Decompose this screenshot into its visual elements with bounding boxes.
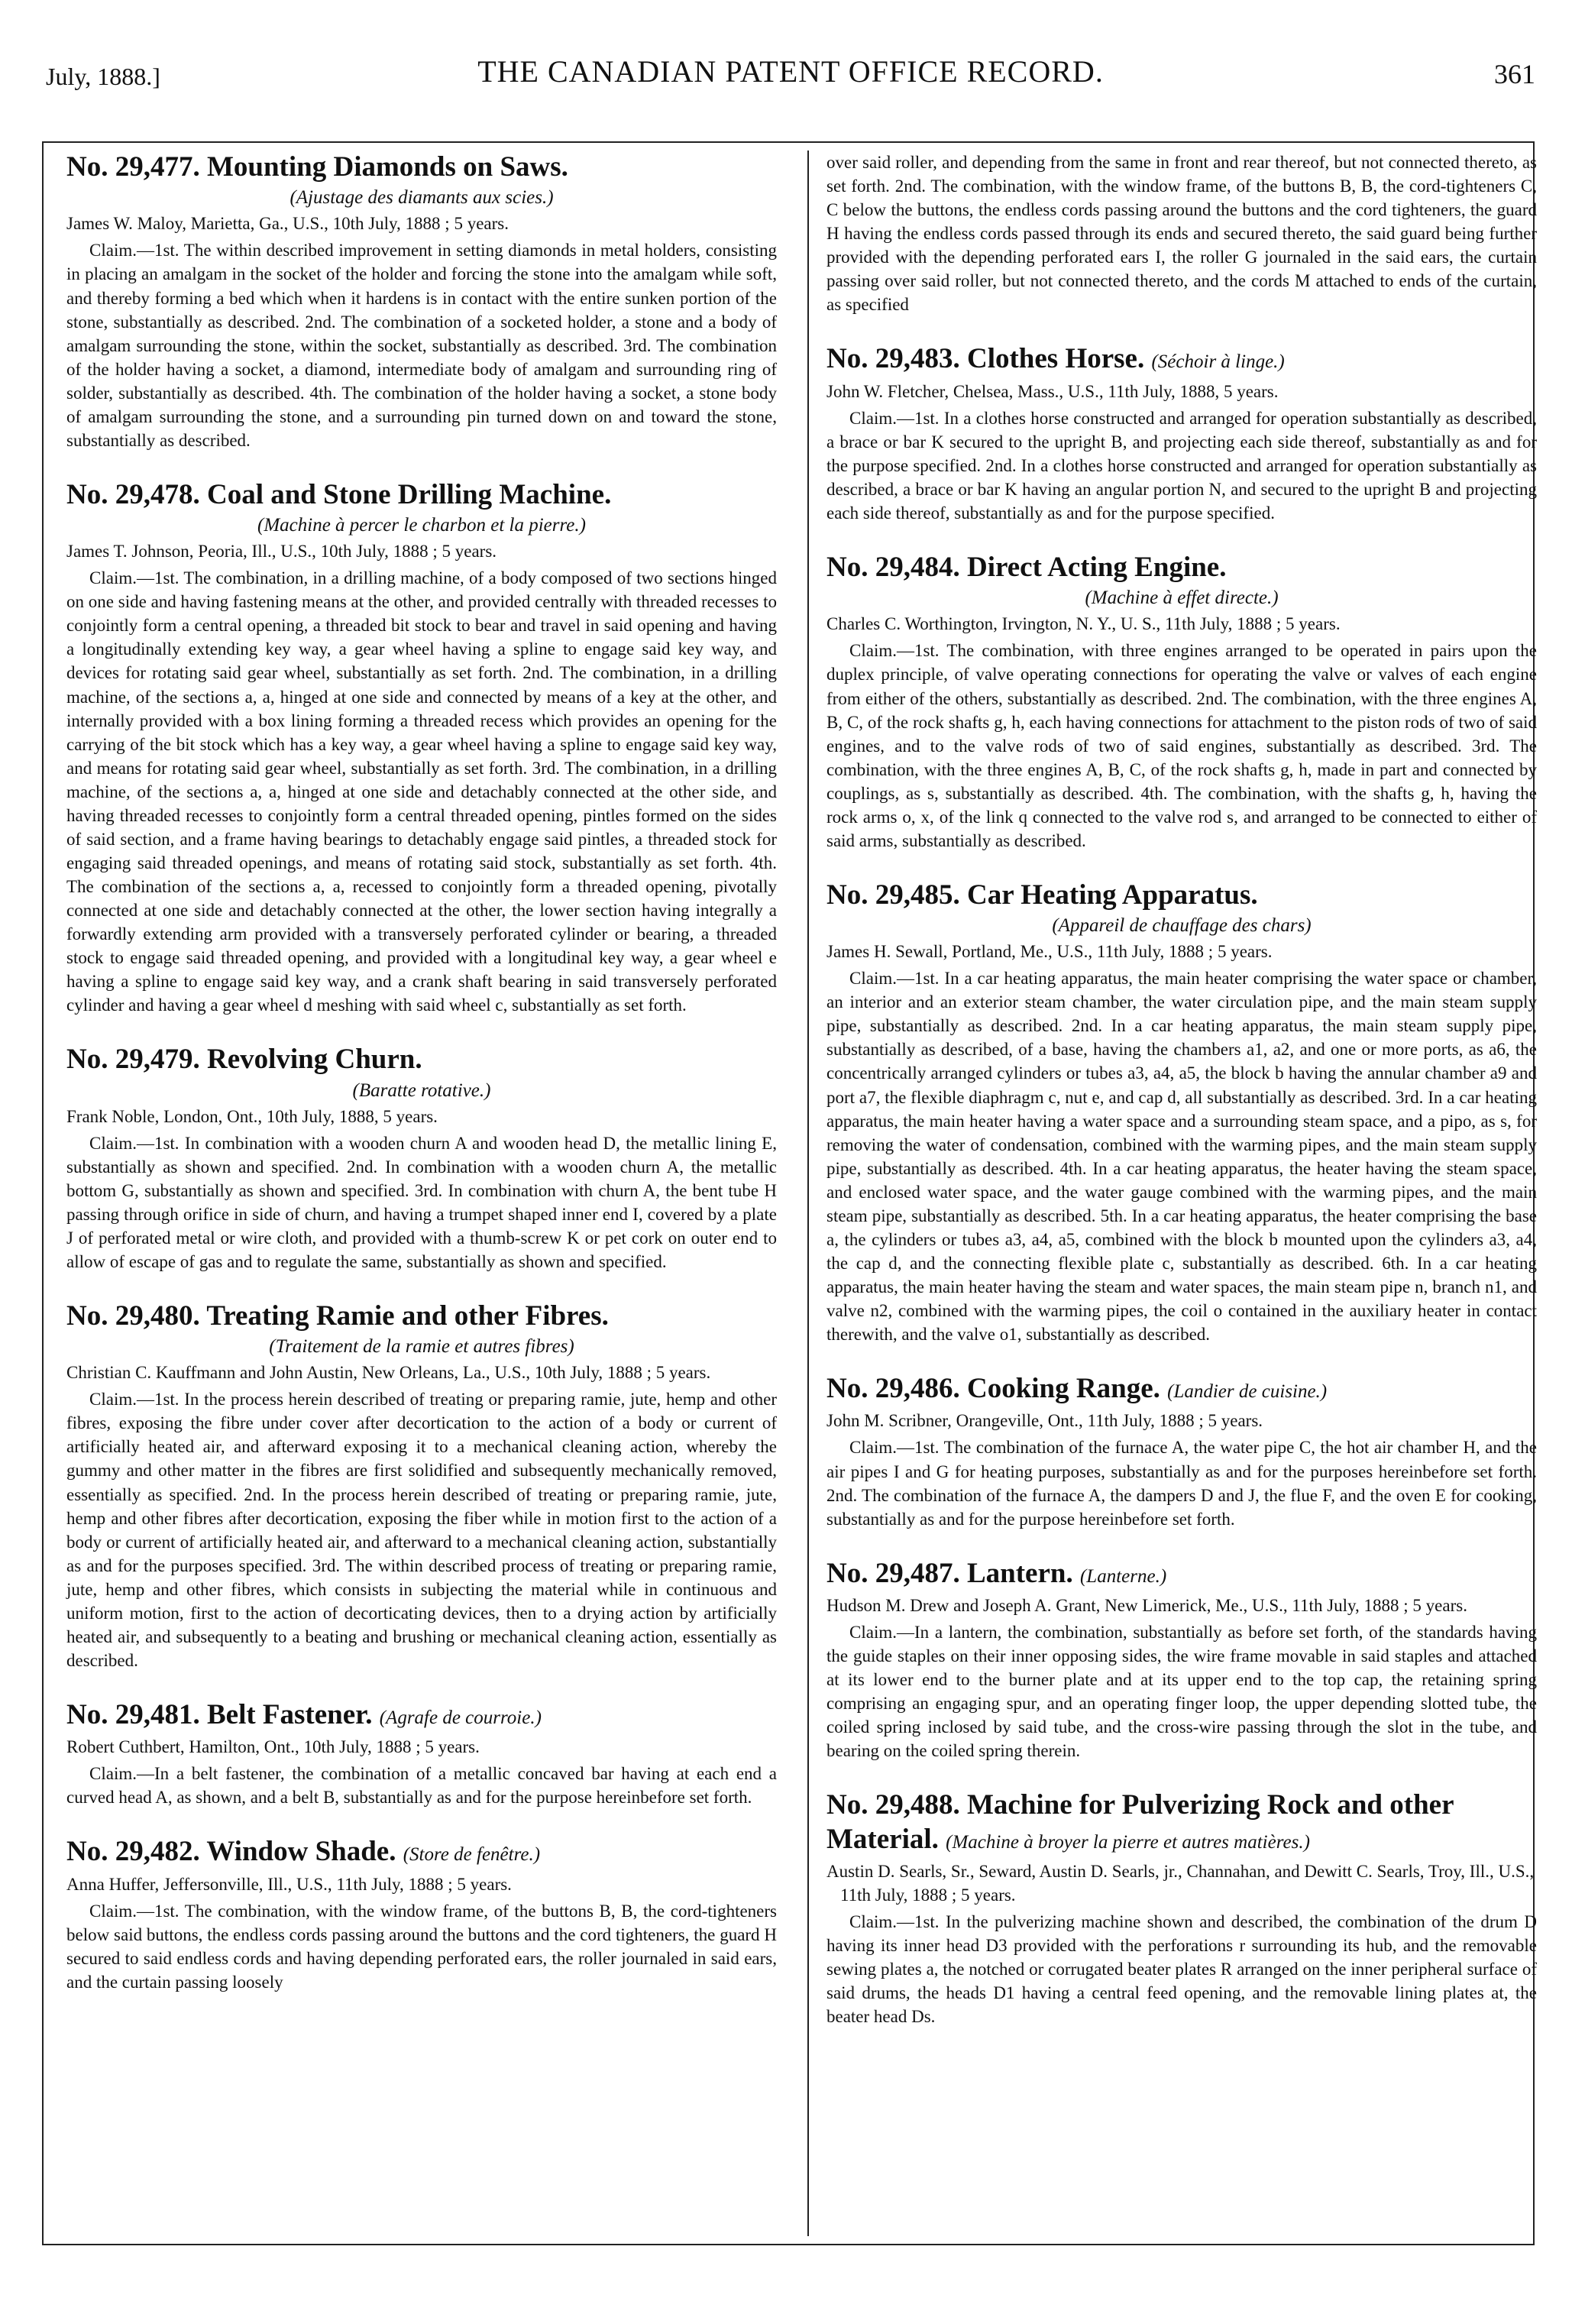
patent-inventor: James H. Sewall, Portland, Me., U.S., 11th July, 1888 ; 5 years.	[826, 942, 1273, 962]
patent-title: No. 29,478. Coal and Stone Drilling Machine.	[66, 478, 612, 510]
patent-french-title: (Machine à percer le charbon et la pierre.)	[257, 515, 586, 536]
patent-claim: Claim.—1st. In a car heating apparatus, the main heater comprising the water space or chamber, an interior and an exterior steam chamber, the water circulation pipe, and the main steam supply pipe, substantially as described. 2nd. In a car heating apparatus, the main steam supply pipe, substantially as described, of a base, having the chambers a1, a2, and one or more ports, as a6, the concentrically arranged cylinders or tubes a3, a4, a5, the block b having the annular chamber a9 and port a7, the flexible diaphragm c, nut e, and cap d, all substantially as described. 3rd. In a car heating apparatus, the main heater having a water space and a surrounding steam space, and a pipo, as s, for removing the water of condensation, combined with the warming pipes, and the main steam supply pipe, substantially as described. 4th. In a car heating apparatus, the heater having the steam space, and enclosed water space, and the water gauge combined with the warming pipes, and the main steam pipe, substantially as described. 5th. In a car heating apparatus, the heater comprising the base a, the cylinders or tubes a3, a4, a5, combined with the block b mounted upon the cylinders a3, a4, the cap d, and the connecting flexible plate c, substantially as described. 6th. In a car heating apparatus, the main heater having the steam and water spaces, the main steam pipe n, branch n1, and valve n2, combined with the warming pipes, the coil o contained in the auxiliary heater in contact therewith, and the valve o1, substantially as described.	[826, 969, 1537, 1344]
content-frame	[42, 141, 1535, 2245]
patent-inventor: Frank Noble, London, Ont., 10th July, 1888, 5 years.	[66, 1106, 438, 1126]
patent-claim: over said roller, and depending from the same in front and rear thereof, but not connected thereto, as set forth. 2nd. The combination, with the window frame, of the buttons B, B, the cord-tighteners C, C below the buttons, the endless cords passing around the buttons and the cord tighteners, the guard H having the endless cords passed through its ends and secured thereto, the said guard being further provided with the depending perforated ears I, the roller G journaled in the said ears, the curtain passing over said roller, but not connected thereto, and the cords M attached to ends of the curtain, as specified	[826, 153, 1537, 315]
patent-claim: Claim.—In a belt fastener, the combination of a metallic concaved bar having at each end a curved head A, as shown, and a belt B, substantially as and for the purpose hereinbefore set forth.	[66, 1764, 777, 1808]
patent-title: No. 29,484. Direct Acting Engine.	[826, 552, 1227, 583]
patent-french-title: (Traitement de la ramie et autres fibres)	[269, 1336, 574, 1358]
patent-inventor: Robert Cuthbert, Hamilton, Ont., 10th July, 1888 ; 5 years.	[66, 1737, 480, 1757]
patent-title: No. 29,477. Mounting Diamonds on Saws.	[66, 151, 568, 183]
patent-inventor: Charles C. Worthington, Irvington, N. Y., U. S., 11th July, 1888 ; 5 years.	[826, 614, 1341, 634]
patent-entry	[66, 151, 777, 452]
patent-entry	[826, 1372, 1537, 1531]
patent-claim: Claim.—1st. In a clothes horse constructed and arranged for operation substantially as described, a brace or bar K secured to the upright B, and projecting each side thereof, substantially as and for the purpose specified. 2nd. In a clothes horse constructed and arranged for operation substantially as described, a brace or bar K having an angular portion N, and secured to the upright B and projecting each side thereof, substantially as and for the purpose specified.	[826, 408, 1537, 523]
patent-french-title: (Appareil de chauffage des chars)	[1052, 915, 1312, 937]
patent-title: No. 29,479. Revolving Churn.	[66, 1044, 422, 1076]
patent-claim: Claim.—1st. The within described improvement in setting diamonds in metal holders, consisting in placing an amalgam in the socket of the holder and forcing the stone into the amalgam while soft, and thereby forming a bed which when it hardens is in contact with the entire sunken portion of the stone, substantially as described. 2nd. The combination of a socketed holder, a stone and a body of amalgam surrounding the stone, within the socket, substantially as described. 3rd. The combination of the holder having a socket, a diamond, intermediate body of amalgam and surrounding ring of solder, substantially as described. 4th. The combination of the holder having a socket, a stone body of amalgam surrounding the stone, and a surrounding pin turned down on and toward the stone, substantially as described.	[66, 241, 777, 450]
patent-inventor: James W. Maloy, Marietta, Ga., U.S., 10th July, 1888 ; 5 years.	[66, 214, 509, 234]
patent-entry	[826, 1557, 1537, 1763]
issue-date: July, 1888.]	[46, 63, 160, 90]
patent-entry	[66, 1043, 777, 1274]
patent-inventor: Anna Huffer, Jeffersonville, Ill., U.S., 11th July, 1888 ; 5 years.	[66, 1874, 512, 1894]
patent-title: No. 29,487. Lantern. (Lanterne.)	[826, 1557, 1167, 1589]
patent-claim: Claim.—1st. In the pulverizing machine shown and described, the combination of the drum D having its inner head D3 provided with the perforations r surrounding its hub, and the removable sewing plates a, the notched or corrugated beater plates R arranged on the inner peripheral surface of said drums, the heads D1 having a central feed opening, and the removable lining plates at, the beater head Ds.	[826, 1912, 1537, 2027]
patent-french-title: (Ajustage des diamants aux scies.)	[289, 187, 554, 209]
patent-inventor: Hudson M. Drew and Joseph A. Grant, New Limerick, Me., U.S., 11th July, 1888 ; 5 years.	[826, 1596, 1467, 1616]
patent-title: No. 29,482. Window Shade. (Store de fenêtre.)	[66, 1836, 541, 1868]
patent-entry	[826, 342, 1537, 525]
journal-title: THE CANADIAN PATENT OFFICE RECORD.	[477, 54, 1104, 89]
patent-claim: Claim.—1st. The combination, with the window frame, of the buttons B, B, the cord-tighteners below said buttons, the endless cords passing around the buttons and the cord tighteners, the guard H secured to said endless cords and having depending perforated ears, the roller journaled in said ears, and the curtain passing loosely	[66, 1901, 777, 1992]
patent-claim: Claim.—1st. The combination, in a drilling machine, of a body composed of two sections hinged on one side and having fastening means at the other, and provided centrally with threaded recesses to conjointly form a central opening, a threaded bit stock to bear and travel in said opening and having a longitudinally extending key way, a gear wheel having a spline to engage said key way, and devices for rotating said gear wheel, substantially as set forth. 2nd. The combination, in a drilling machine, of the sections a, a, hinged at one side and connected by means of a key at the other, and internally provided with a box lining forming a threaded recess which provides an opening for the carrying of the bit stock which has a key way, a gear wheel having a spline to engage said key way, and means for rotating said gear wheel, substantially as set forth. 3rd. The combination, in a drilling machine, of the sections a, a, hinged at one side and detachably connected at the other side, and having threaded recesses to conjointly form a central threaded opening, pintles formed on the sides of said section, and a frame having bearings to detachably engage said pintles, a threaded stock for engaging said threaded openings, and means of rotating said stock, substantially as set forth. 4th. The combination of the sections a, a, recessed to conjointly form a threaded opening, pivotally connected at one side and detachably connected at the other, the lower section having integrally a forwardly extending arm provided with a transversely perforated cylinder or bearing, a threaded stock to engage said threaded opening, and provided with a longitudinal key way, a gear wheel e having a spline to engage said key way, and a crank shaft bearing in said transversely perforated cylinder and having a gear wheel d meshing with said wheel c, substantially as set forth.	[66, 568, 777, 1015]
patent-title: No. 29,480. Treating Ramie and other Fibres.	[66, 1300, 609, 1332]
patent-entry-continued	[826, 151, 1537, 316]
patent-french-title: (Machine à effet directe.)	[1085, 587, 1279, 609]
patent-title: No. 29,481. Belt Fastener. (Agrafe de courroie.)	[66, 1698, 542, 1730]
patent-claim: Claim.—1st. In combination with a wooden churn A and wooden head D, the metallic lining E, substantially as shown and specified. 2nd. In combination with a wooden churn A, the metallic bottom G, substantially as shown and specified. 3rd. In combination with churn A, the bent tube H passing through orifice in side of churn, and having a trumpet shaped inner end I, covered by a plate J of perforated metal or wire cloth, and provided with a thumb-screw K or pet cork on outer end to allow of escape of gas and to regulate the same, substantially as shown and specified.	[66, 1133, 777, 1271]
patent-claim: Claim.—1st. The combination of the furnace A, the water pipe C, the hot air chamber H, and the air pipes I and G for heating purposes, substantially as and for the purposes hereinbefore set forth. 2nd. The combination of the furnace A, the dampers D and J, the flue F, and the oven E for cooking, substantially as and for the purpose hereinbefore set forth.	[826, 1438, 1537, 1529]
patent-entry	[66, 1698, 777, 1810]
patent-title: No. 29,483. Clothes Horse. (Séchoir à linge.)	[826, 343, 1285, 375]
page-header	[46, 53, 1535, 99]
page-number: 361	[1494, 59, 1535, 89]
patent-inventor: James T. Johnson, Peoria, Ill., U.S., 10th July, 1888 ; 5 years.	[66, 542, 497, 562]
patent-entry	[826, 879, 1537, 1346]
left-column	[66, 151, 777, 2020]
patent-title: No. 29,488. Machine for Pulverizing Rock and other Material. (Machine à broyer la pierre et autres matières.)	[826, 1789, 1454, 1855]
patent-inventor: John W. Fletcher, Chelsea, Mass., U.S., 11th July, 1888, 5 years.	[826, 381, 1279, 401]
patent-entry	[826, 551, 1537, 853]
patent-entry	[826, 1788, 1537, 2028]
patent-inventor: Christian C. Kauffmann and John Austin, New Orleans, La., U.S., 10th July, 1888 ; 5 years.	[66, 1363, 711, 1383]
patent-title: No. 29,485. Car Heating Apparatus.	[826, 879, 1258, 911]
patent-entry	[66, 1835, 777, 1994]
patent-inventor: Austin D. Searls, Sr., Seward, Austin D. Searls, jr., Channahan, and Dewitt C. Searls, Troy, Ill., U.S., 11th July, 1888 ; 5 years.	[826, 1862, 1535, 1905]
right-column	[826, 151, 1537, 2055]
patent-title: No. 29,486. Cooking Range. (Landier de cuisine.)	[826, 1373, 1328, 1405]
patent-claim: Claim.—1st. In the process herein described of treating or preparing ramie, jute, hemp and other fibres, exposing the fibre under cover after decortication to the action of a body or current of artificially heated air, and afterward exposing it to a mechanical cleaning action, whereby the gummy and other matter in the fibres are first solidified and subsequently mechanically removed, essentially as specified. 2nd. In the process herein described of treating or preparing ramie, jute, hemp and other fibres after decortication, exposing the fiber while in motion first to the action of a body or current of artificially heated air, and afterward to a mechanical cleaning action, substantially as and for the purposes specified. 3rd. The within described process of treating or preparing ramie, jute, hemp and other fibres, which consists in subjecting the material while in continuous and uniform motion, first to the action of decorticating devices, then to a drying action by artificially heated air, and subsequently to a beating and brushing or mechanical cleaning action, essentially as described.	[66, 1390, 777, 1670]
patent-entry	[66, 478, 777, 1017]
column-divider	[807, 151, 809, 2236]
patent-claim: Claim.—1st. The combination, with three engines arranged to be operated in pairs upon the duplex principle, of valve operating connections for operating the valve or valves of each engine from either of the others, substantially as described. 2nd. The combination, with the three engines A, B, C, of the rock shafts g, h, each having connections for attachment to the piston rods of two of said engines, and to the valve rods of two of said engines, substantially as described. 3rd. The combination, with the three engines A, B, C, of the rock shafts g, h, made in part and connected by couplings, as s, substantially as described. 4th. The combination, with the shafts g, h, having the rock arms o, x, of the link q connected to the valve rod s, and arranged to be connected to either of said arms, substantially as described.	[826, 641, 1537, 850]
patent-inventor: John M. Scribner, Orangeville, Ont., 11th July, 1888 ; 5 years.	[826, 1411, 1263, 1431]
patent-french-title: (Baratte rotative.)	[352, 1079, 491, 1101]
patent-claim: Claim.—In a lantern, the combination, substantially as before set forth, of the standards having the guide staples on their inner opposing sides, the wire frame movable in said staples and attached at its lower end to the burner plate and at its upper end to the top cap, the retaining spring comprising an engaging spur, and an operating finger loop, the upper depending slotted tube, the coiled spring inclosed by said tube, and the cross-wire passing through the slot in the tube, and bearing on the coiled spring therein.	[826, 1623, 1537, 1761]
patent-entry	[66, 1300, 777, 1672]
